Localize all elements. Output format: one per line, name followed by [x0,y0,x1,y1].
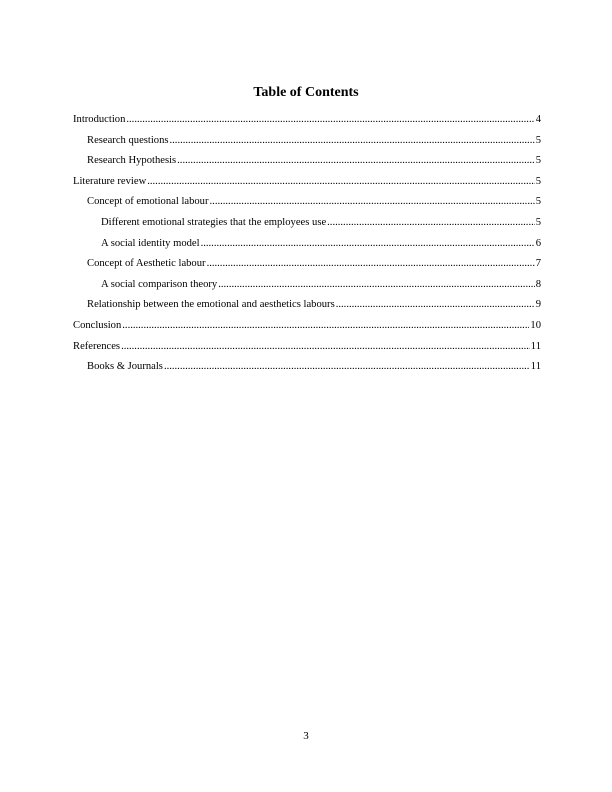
toc-entry-label: Literature review [73,175,147,187]
toc-entry-label: Concept of emotional labour [87,196,209,208]
toc-entry-books-journals[interactable] [73,360,541,381]
toc-title: Table of Contents [253,85,359,100]
toc-entry-references[interactable] [73,340,541,361]
dot-leader [170,134,535,148]
toc-entry-page: 5 [535,175,541,187]
toc-entry-conclusion[interactable] [73,319,541,340]
toc-entry-label: Concept of Aesthetic labour [87,258,206,270]
toc-list [73,113,541,381]
dot-leader [126,113,534,127]
dot-leader [327,216,535,230]
toc-entry-literature-review[interactable] [73,175,541,196]
toc-entry-label: A social identity model [101,237,200,249]
toc-entry-label: Research Hypothesis [87,155,177,167]
toc-entry-page: 5 [535,196,541,208]
dot-leader [218,278,534,292]
toc-entry-label: A social comparison theory [101,278,218,290]
dot-leader [147,175,534,189]
toc-entry-label: Introduction [73,114,126,125]
dot-leader [207,257,535,271]
dot-leader [177,154,535,168]
toc-entry-label: Research questions [87,134,169,146]
toc-entry-social-comparison-theory[interactable] [73,278,541,299]
toc-entry-page: 7 [535,258,541,270]
toc-entry-label: Different emotional strategies that the employees use [101,216,327,228]
toc-entry-research-hypothesis[interactable] [73,154,541,175]
dot-leader [210,195,535,209]
toc-entry-concept-emotional-labour[interactable] [73,195,541,216]
dot-leader [122,319,529,333]
toc-entry-page: 11 [530,361,541,373]
toc-entry-introduction[interactable] [73,113,541,134]
toc-entry-label: Relationship between the emotional and aesthetics labours [87,299,335,311]
toc-entry-page: 8 [535,278,541,290]
toc-entry-emotional-strategies[interactable] [73,216,541,237]
page-number: 3 [303,730,309,742]
toc-entry-page: 10 [530,319,541,331]
dot-leader [201,237,535,251]
toc-entry-page: 5 [535,216,541,228]
toc-entry-label: Books & Journals [87,361,163,373]
toc-entry-page: 9 [535,299,541,311]
toc-entry-page: 6 [535,237,541,249]
toc-entry-social-identity-model[interactable] [73,237,541,258]
dot-leader [336,298,535,312]
toc-entry-page: 5 [535,134,541,146]
toc-entry-page: 11 [530,340,541,352]
toc-entry-page: 4 [535,114,541,125]
toc-entry-label: References [73,340,121,352]
dot-leader [121,340,530,354]
toc-entry-concept-aesthetic-labour[interactable] [73,257,541,278]
toc-entry-label: Conclusion [73,319,122,331]
toc-entry-relationship-labours[interactable] [73,298,541,319]
dot-leader [164,360,530,374]
toc-entry-research-questions[interactable] [73,134,541,155]
toc-entry-page: 5 [535,155,541,167]
